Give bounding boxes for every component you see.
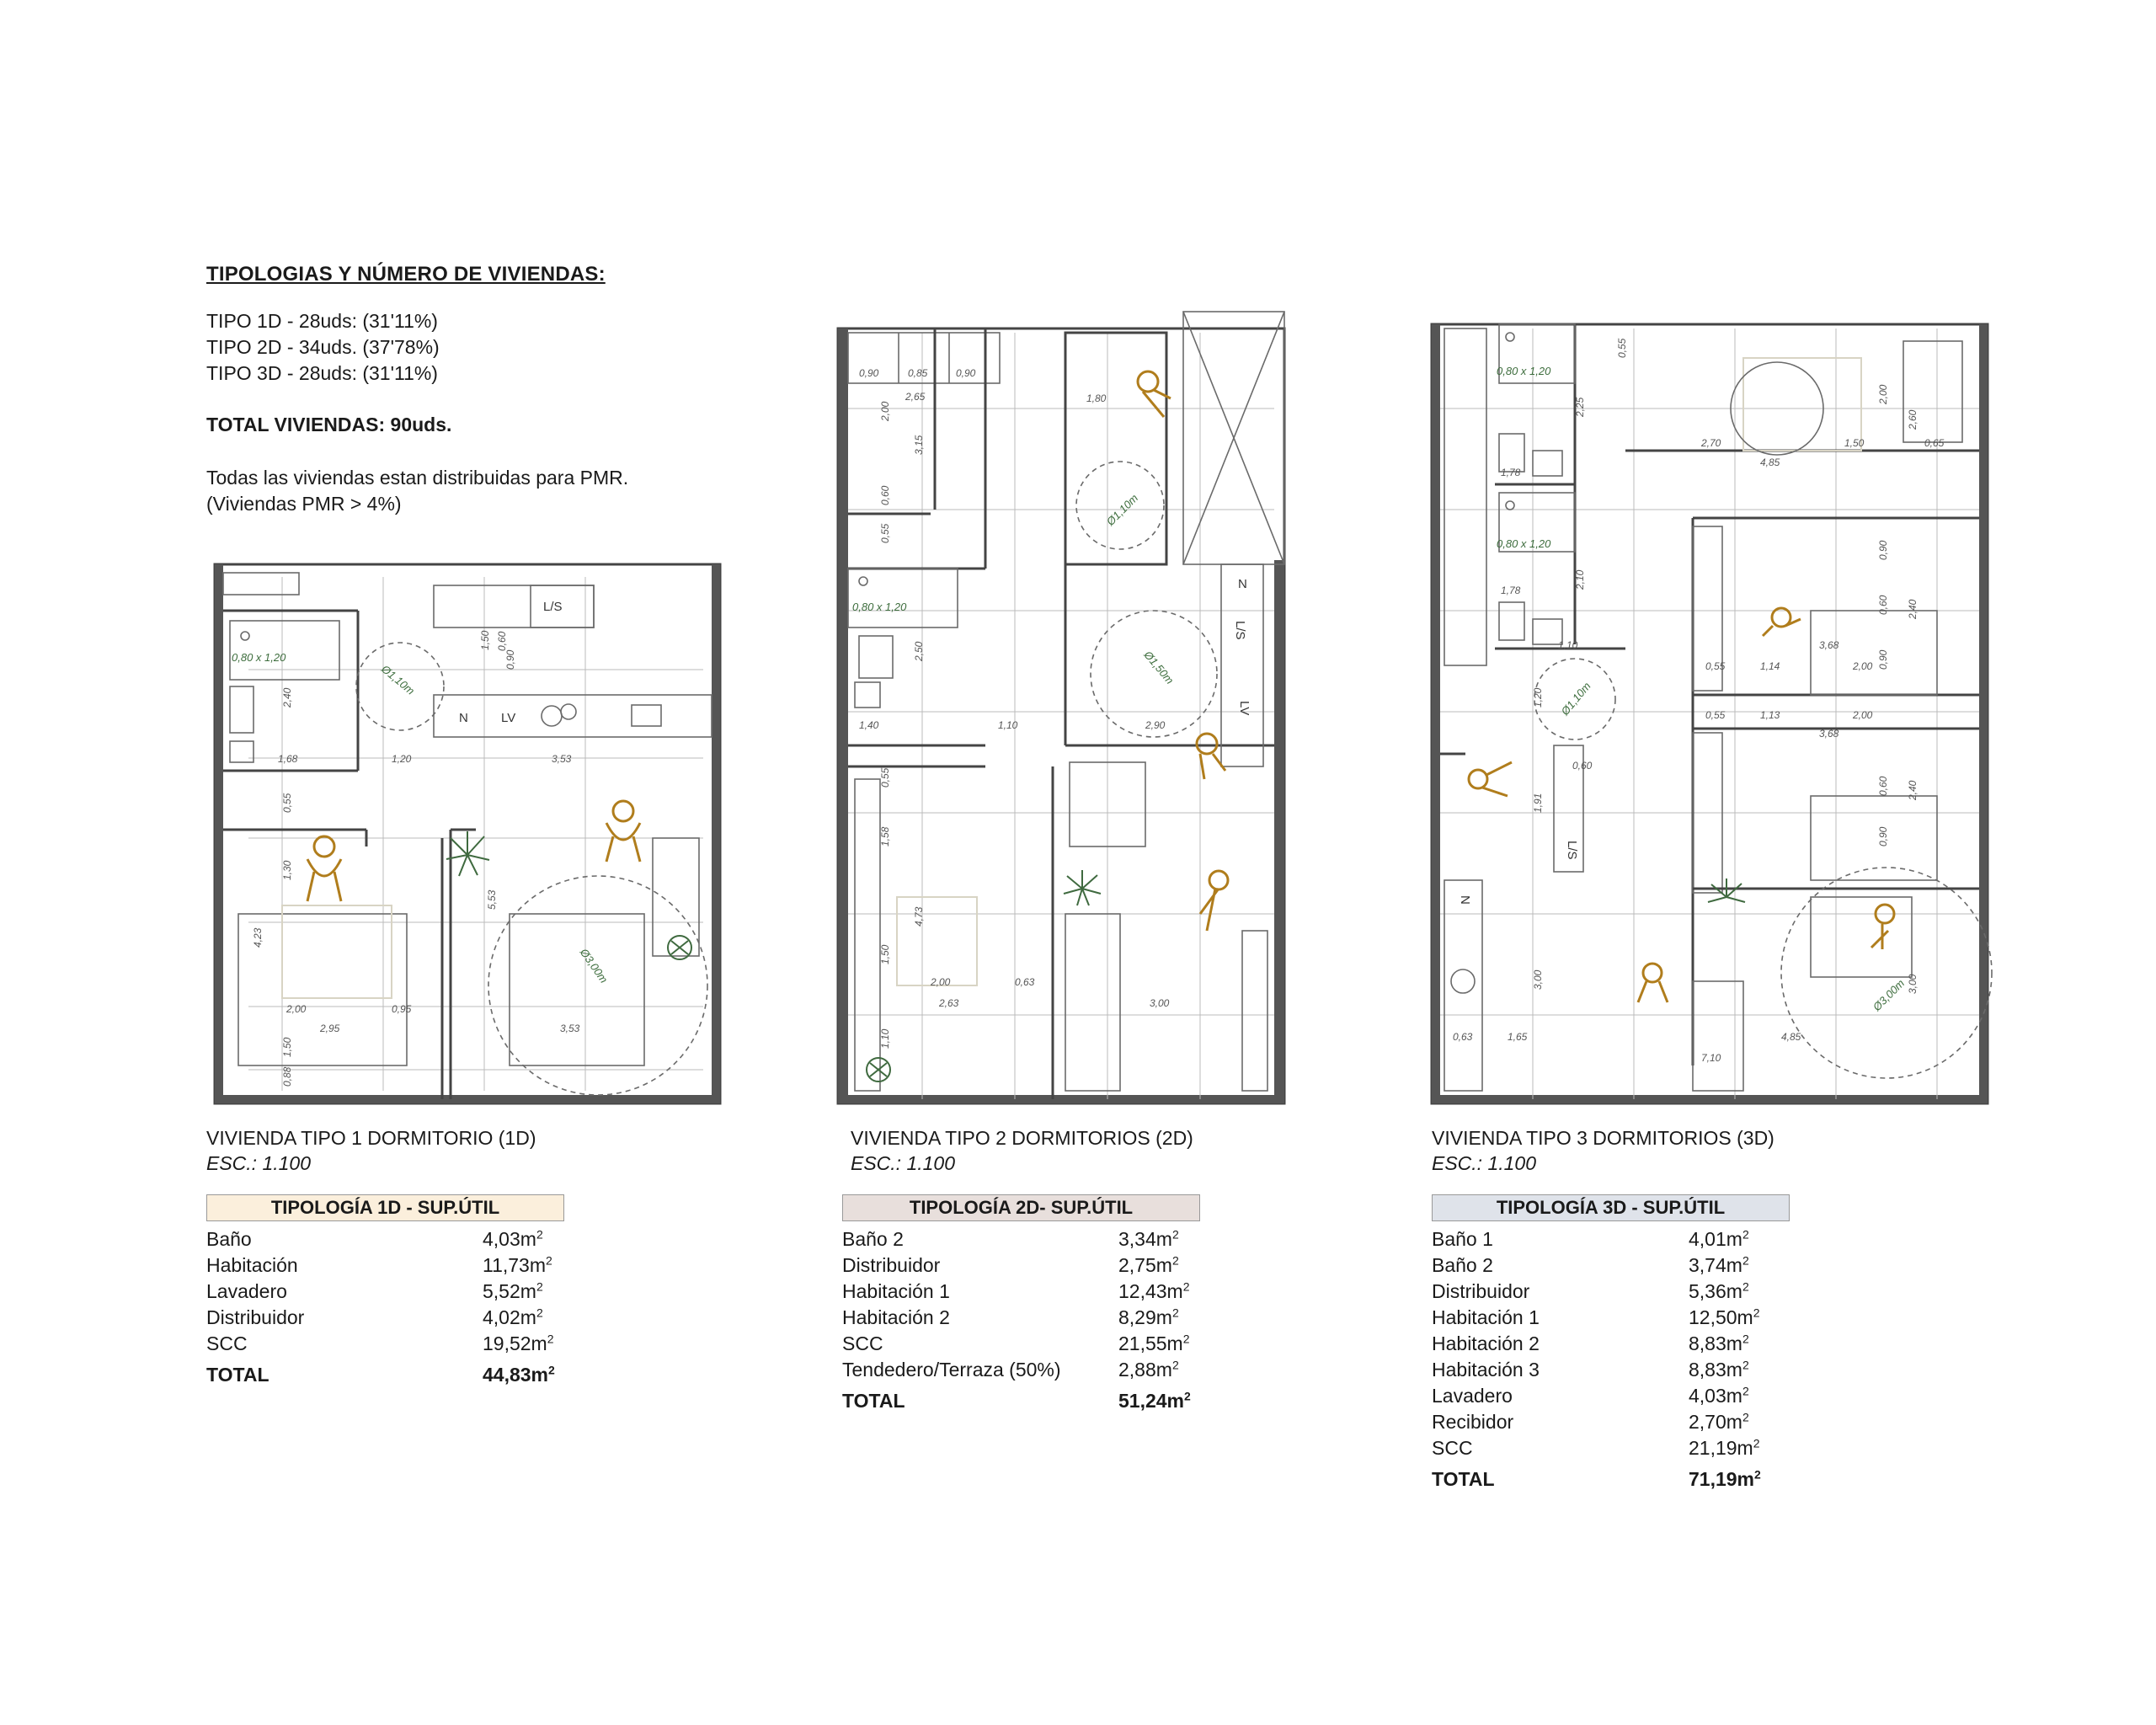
dim-label: 2,00 xyxy=(286,1003,307,1015)
turn-circle-big-label-1d: Ø3,00m xyxy=(577,946,611,985)
dim-label: 2,40 xyxy=(1907,780,1919,800)
dim-label: 2,00 xyxy=(1877,384,1889,404)
table-row: SCC $19,52m^2$ xyxy=(206,1332,554,1354)
dishwasher-label-1d: LV xyxy=(501,711,516,725)
fridge-label-1d: N xyxy=(459,711,468,725)
person-figure-icon xyxy=(1871,905,1894,949)
table-row: Habitación 2 $8,29m^2$ xyxy=(842,1306,1179,1328)
dim-label: 1,50 xyxy=(281,1037,293,1057)
caption-2d xyxy=(851,1125,1193,1176)
dim-label: 0,65 xyxy=(1924,437,1945,449)
turn-circle-small-label-1d: Ø1,10m xyxy=(379,662,418,697)
summary-line-3d: TIPO 3D - 28uds: (31'11%) xyxy=(206,362,438,384)
table-row: Habitación $11,73m^2$ xyxy=(206,1253,552,1276)
table-row: Baño 1 $4,01m^2$ xyxy=(1432,1227,1749,1250)
dim-label: 1,78 xyxy=(1501,467,1521,478)
dim-label: 0,55 xyxy=(1705,660,1726,672)
dim-label: 2,00 xyxy=(879,401,891,421)
dim-label: 4,23 xyxy=(252,927,264,948)
floor-plan-3d xyxy=(1415,307,1996,1116)
dim-label: 2,40 xyxy=(281,687,293,708)
dim-label: 3,15 xyxy=(913,435,925,455)
table-row: Habitación 1 $12,50m^2$ xyxy=(1432,1306,1760,1328)
dim-label: 0,90 xyxy=(1877,649,1889,670)
table-row: Baño $4,03m^2$ xyxy=(206,1227,543,1250)
dim-label: 1,10 xyxy=(998,719,1018,731)
table-row: Baño 2 $3,74m^2$ xyxy=(1432,1253,1749,1276)
dim-label: 3,00 xyxy=(1150,997,1170,1009)
table-row: SCC $21,19m^2$ xyxy=(1432,1436,1760,1459)
dim-label: 4,85 xyxy=(1781,1031,1801,1043)
plant-icon xyxy=(1708,879,1745,902)
table-row: Baño 2 $3,34m^2$ xyxy=(842,1227,1179,1250)
caption-3d-title: VIVIENDA TIPO 3 DORMITORIOS (3D) xyxy=(1432,1127,1774,1149)
person-figure-icon xyxy=(1638,964,1668,1002)
dim-label: 0,55 xyxy=(879,523,891,543)
dim-label: 3,53 xyxy=(560,1023,580,1034)
table-row: SCC $21,55m^2$ xyxy=(842,1332,1190,1354)
caption-3d-scale: ESC.: 1.100 xyxy=(1432,1152,1537,1174)
dim-label: 0,90 xyxy=(859,367,879,379)
washer-dryer-label-2d: L/S xyxy=(1233,621,1247,640)
table-row: Lavadero $5,52m^2$ xyxy=(206,1279,543,1302)
turn-circle-a-label-3d: Ø1,10m xyxy=(1558,679,1593,718)
shower-size-label-2d: 0,80 x 1,20 xyxy=(852,601,907,613)
dim-label: 0,55 xyxy=(1616,338,1628,358)
dim-label: 2,60 xyxy=(1907,409,1919,430)
table-row: Recibidor $2,70m^2$ xyxy=(1432,1410,1749,1433)
dim-label: 1,80 xyxy=(1086,393,1107,404)
fridge-label-3d: N xyxy=(1458,895,1472,905)
dim-label: 3,00 xyxy=(1907,974,1919,994)
washer-dryer-label-1d: L/S xyxy=(543,600,563,614)
shower-size-label-3d-2: 0,80 x 1,20 xyxy=(1497,537,1551,550)
person-figure-icon xyxy=(1200,871,1228,931)
fridge-label-2d: N xyxy=(1238,577,1247,591)
caption-2d-scale: ESC.: 1.100 xyxy=(851,1152,956,1174)
summary-heading: TIPOLOGIAS Y NÚMERO DE VIVIENDAS: xyxy=(206,263,606,286)
dim-label: 0,55 xyxy=(879,767,891,788)
dim-label: 1,30 xyxy=(281,860,293,880)
dim-label: 2,25 xyxy=(1574,397,1586,417)
dim-label: 0,63 xyxy=(1453,1031,1473,1043)
dim-label: 1,91 xyxy=(1532,793,1544,813)
dim-label: 0,60 xyxy=(1877,776,1889,796)
shower-size-label-1d: 0,80 x 1,20 xyxy=(232,651,286,664)
turn-circle-b-label-3d: Ø3,00m xyxy=(1870,976,1908,1014)
dim-label: 7,10 xyxy=(1701,1052,1721,1064)
dim-label: 0,90 xyxy=(1877,826,1889,846)
person-figure-icon xyxy=(1469,762,1512,796)
dim-label: 1,10 xyxy=(879,1028,891,1049)
dim-label: 2,90 xyxy=(1145,719,1166,731)
table-total-row: TOTAL $51,24m^2$ xyxy=(842,1389,1191,1412)
caption-1d-title: VIVIENDA TIPO 1 DORMITORIO (1D) xyxy=(206,1127,536,1149)
caption-1d-scale: ESC.: 1.100 xyxy=(206,1152,312,1174)
dim-label: 1,50 xyxy=(1844,437,1865,449)
dim-label: 2,63 xyxy=(939,997,959,1009)
turn-circle-a-label-2d: Ø1,10m xyxy=(1103,491,1141,528)
caption-3d xyxy=(1432,1125,1774,1176)
dim-label: 4,73 xyxy=(913,906,925,927)
dim-label: 1,50 xyxy=(479,630,491,650)
table-row: Tendedero/Terraza (50%) $2,88m^2$ xyxy=(842,1358,1179,1381)
dim-label: 1,13 xyxy=(1760,709,1780,721)
dim-label: 1,10 xyxy=(1558,639,1578,651)
dim-label: 2,70 xyxy=(1701,437,1721,449)
dim-label: 1,40 xyxy=(859,719,879,731)
area-table-3d-header: TIPOLOGÍA 3D - SUP.ÚTIL xyxy=(1432,1194,1790,1221)
dim-label: 0,90 xyxy=(1877,540,1889,560)
table-row: Distribuidor $4,02m^2$ xyxy=(206,1306,543,1328)
dim-label: 1,58 xyxy=(879,826,891,846)
caption-2d-title: VIVIENDA TIPO 2 DORMITORIOS (2D) xyxy=(851,1127,1193,1149)
dishwasher-label-2d: LV xyxy=(1237,701,1251,716)
dim-label: 2,40 xyxy=(1907,599,1919,619)
dim-label: 0,90 xyxy=(504,649,516,670)
dim-label: 0,60 xyxy=(496,631,508,651)
dim-label: 1,14 xyxy=(1760,660,1780,672)
dim-label: 3,00 xyxy=(1532,969,1544,990)
summary-note xyxy=(206,465,796,517)
area-table-2d-header: TIPOLOGÍA 2D- SUP.ÚTIL xyxy=(842,1194,1200,1221)
dim-label: 0,88 xyxy=(281,1066,293,1087)
caption-1d xyxy=(206,1125,536,1176)
table-row: Lavadero $4,03m^2$ xyxy=(1432,1384,1749,1407)
table-row: Habitación 2 $8,83m^2$ xyxy=(1432,1332,1749,1354)
dim-label: 0,60 xyxy=(1877,595,1889,615)
dim-label: 2,10 xyxy=(1574,569,1586,590)
area-table-1d-header: TIPOLOGÍA 1D - SUP.ÚTIL xyxy=(206,1194,564,1221)
dim-label: 1,65 xyxy=(1508,1031,1528,1043)
summary-line-1d: TIPO 1D - 28uds: (31'11%) xyxy=(206,310,438,332)
area-table-3d xyxy=(1432,1194,1790,1493)
table-row: Habitación 3 $8,83m^2$ xyxy=(1432,1358,1749,1381)
dim-label: 2,00 xyxy=(1853,709,1873,721)
person-figure-icon xyxy=(1763,608,1801,636)
area-table-1d xyxy=(206,1194,564,1388)
summary-note-line-1: Todas las viviendas estan distribuidas para PMR. xyxy=(206,467,629,489)
dim-label: 1,20 xyxy=(1532,687,1544,708)
turn-circle-b-label-2d: Ø1,50m xyxy=(1141,648,1177,686)
dim-label: 0,55 xyxy=(1705,709,1726,721)
plant-icon xyxy=(1064,870,1101,905)
summary-note-line-2: (Viviendas PMR > 4%) xyxy=(206,493,402,515)
table-row: Distribuidor $2,75m^2$ xyxy=(842,1253,1179,1276)
person-figure-icon xyxy=(307,836,341,901)
floor-plan-2d xyxy=(830,307,1301,1116)
shower-size-label-3d-1: 0,80 x 1,20 xyxy=(1497,365,1551,377)
table-total-row: TOTAL $71,19m^2$ xyxy=(1432,1467,1761,1490)
dim-label: 2,00 xyxy=(931,976,951,988)
person-figure-icon xyxy=(606,801,640,862)
dim-label: 2,00 xyxy=(1853,660,1873,672)
dim-label: 3,68 xyxy=(1819,639,1839,651)
dim-label: 0,60 xyxy=(1572,760,1593,772)
washer-dryer-label-3d: L/S xyxy=(1565,841,1579,860)
dim-label: 1,78 xyxy=(1501,585,1521,596)
summary-line-2d: TIPO 2D - 34uds. (37'78%) xyxy=(206,336,440,358)
dim-label: 0,95 xyxy=(392,1003,412,1015)
table-row: Distribuidor $5,36m^2$ xyxy=(1432,1279,1749,1302)
dim-label: 1,20 xyxy=(392,753,412,765)
dim-label: 0,90 xyxy=(956,367,976,379)
dim-label: 0,55 xyxy=(281,793,293,813)
dim-label: 0,85 xyxy=(908,367,928,379)
table-row: Habitación 1 $12,43m^2$ xyxy=(842,1279,1190,1302)
dim-label: 3,53 xyxy=(552,753,572,765)
summary-total: TOTAL VIVIENDAS: 90uds. xyxy=(206,414,452,435)
dim-label: 0,60 xyxy=(879,485,891,505)
typology-summary xyxy=(206,263,796,517)
dim-label: 3,68 xyxy=(1819,728,1839,740)
dim-label: 4,85 xyxy=(1760,457,1780,468)
dim-label: 2,50 xyxy=(913,641,925,661)
dim-label: 1,50 xyxy=(879,944,891,964)
dim-label: 1,68 xyxy=(278,753,298,765)
floor-plan-1d xyxy=(198,560,728,1116)
area-table-2d xyxy=(842,1194,1200,1414)
dim-label: 2,95 xyxy=(320,1023,340,1034)
plant-icon xyxy=(867,1058,890,1081)
dim-label: 2,65 xyxy=(905,391,926,403)
dim-label: 0,63 xyxy=(1015,976,1035,988)
table-total-row: TOTAL $44,83m^2$ xyxy=(206,1363,555,1386)
dim-label: 5,53 xyxy=(486,889,498,910)
